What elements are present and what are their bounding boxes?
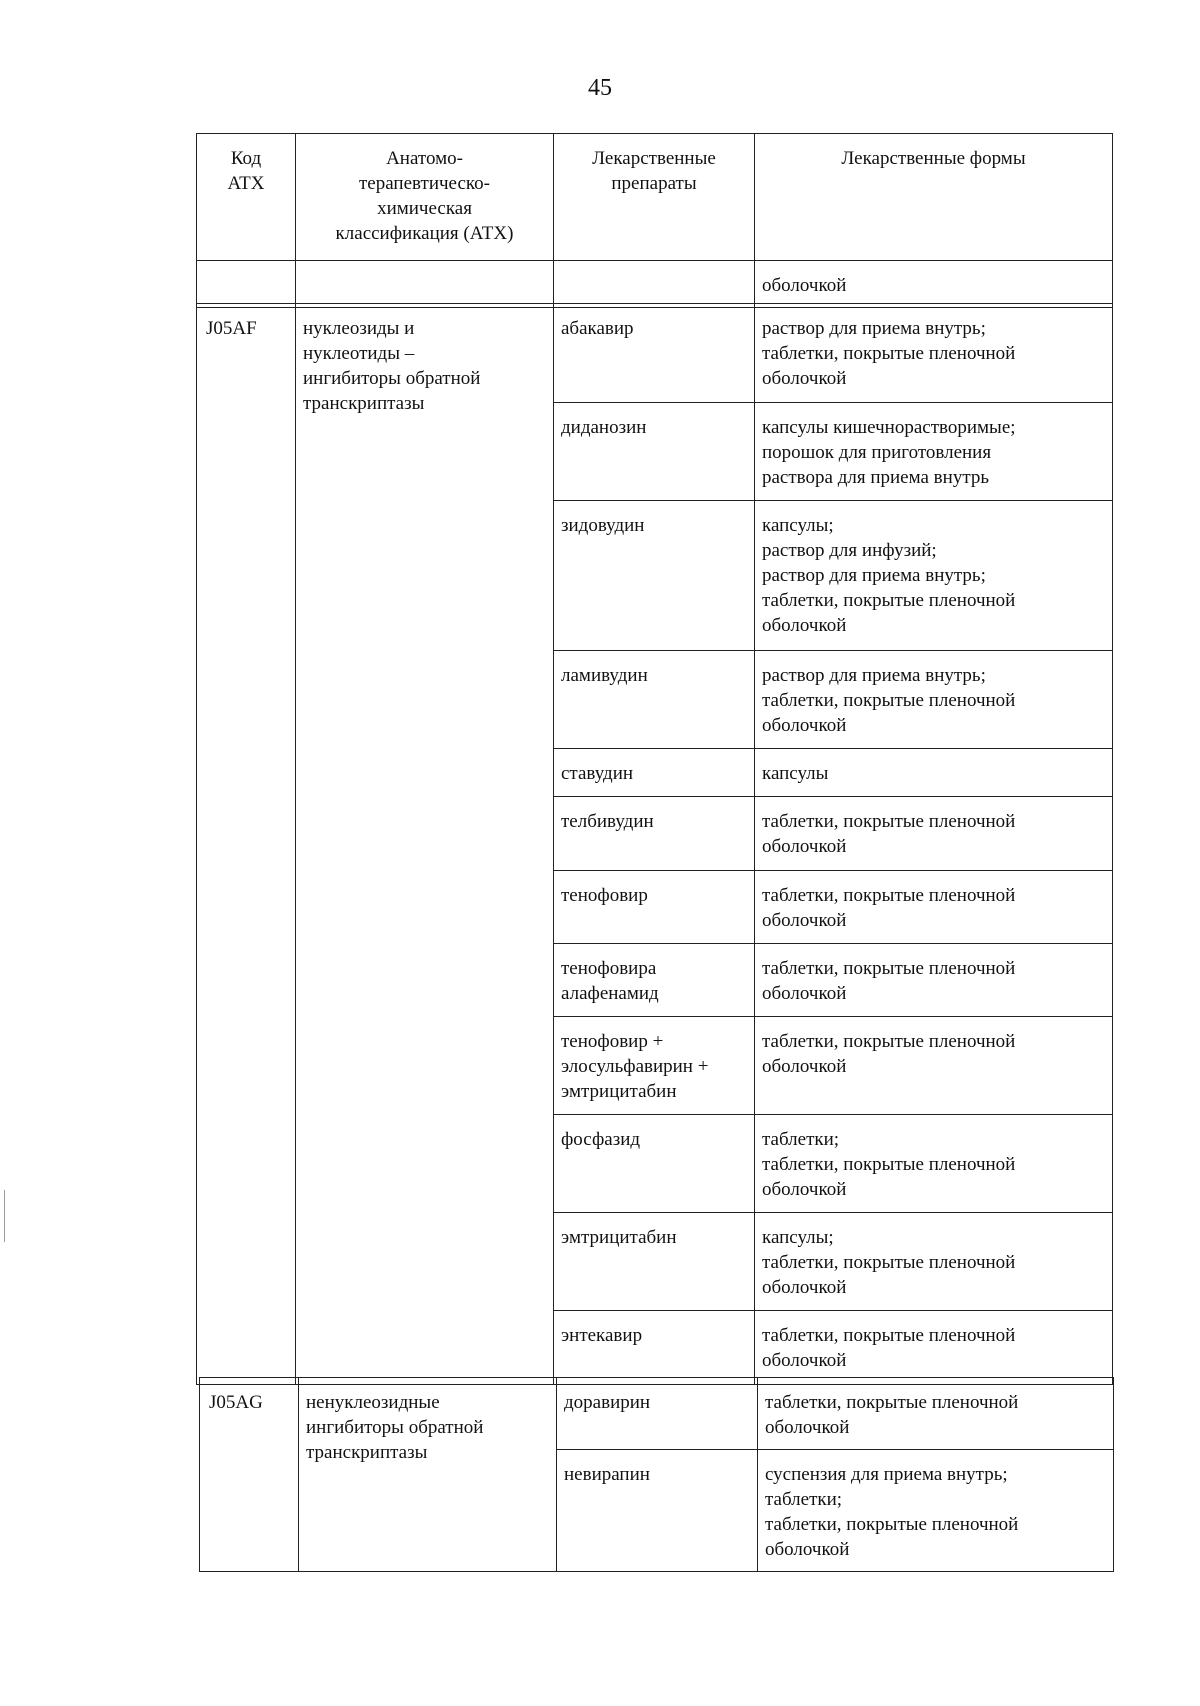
drug-form: таблетки; таблетки, покрытые пленочной оболочкой bbox=[755, 1115, 1113, 1213]
group-j05af-table bbox=[196, 303, 1113, 1385]
drug-form: раствор для приема внутрь; таблетки, покрытые пленочной оболочкой bbox=[755, 651, 1113, 749]
continuation-drug bbox=[554, 261, 755, 308]
drug-form: таблетки, покрытые пленочной оболочкой bbox=[755, 1017, 1113, 1115]
group-code: J05AG bbox=[200, 1378, 299, 1572]
header-drugs: Лекарственные препараты bbox=[554, 134, 755, 261]
drug-name: доравирин bbox=[557, 1378, 758, 1450]
drug-form: раствор для приема внутрь; таблетки, покрытые пленочной оболочкой bbox=[755, 304, 1113, 403]
group-classification: нуклеозиды и нуклеотиды – ингибиторы обратной транскриптазы bbox=[296, 304, 554, 1385]
drug-name: фосфазид bbox=[554, 1115, 755, 1213]
table-row bbox=[200, 1378, 1114, 1450]
drug-name: ставудин bbox=[554, 749, 755, 797]
header-row bbox=[197, 134, 1113, 261]
drug-name: зидовудин bbox=[554, 501, 755, 651]
header-classification: Анатомо- терапевтическо- химическая классификация (АТХ) bbox=[296, 134, 554, 261]
margin-scan-mark bbox=[4, 1190, 5, 1242]
page-number: 45 bbox=[588, 75, 612, 101]
drug-name: ламивудин bbox=[554, 651, 755, 749]
drug-form: капсулы bbox=[755, 749, 1113, 797]
drug-form: капсулы; таблетки, покрытые пленочной оболочкой bbox=[755, 1213, 1113, 1311]
group-classification: ненуклеозидные ингибиторы обратной транскриптазы bbox=[299, 1378, 557, 1572]
header-table bbox=[196, 133, 1113, 308]
drug-name: тенофовир + элосульфавирин + эмтрицитабин bbox=[554, 1017, 755, 1115]
group-code: J05AF bbox=[197, 304, 296, 1385]
drug-form: суспензия для приема внутрь; таблетки; таблетки, покрытые пленочной оболочкой bbox=[758, 1450, 1114, 1572]
continuation-row bbox=[197, 261, 1113, 308]
continuation-classification bbox=[296, 261, 554, 308]
drug-name: телбивудин bbox=[554, 797, 755, 871]
drug-form: таблетки, покрытые пленочной оболочкой bbox=[755, 797, 1113, 871]
drug-name: энтекавир bbox=[554, 1311, 755, 1385]
header-forms: Лекарственные формы bbox=[755, 134, 1113, 261]
drug-name: тенофовир bbox=[554, 871, 755, 944]
drug-name: эмтрицитабин bbox=[554, 1213, 755, 1311]
group-j05ag-table bbox=[199, 1377, 1114, 1572]
drug-form: таблетки, покрытые пленочной оболочкой bbox=[758, 1378, 1114, 1450]
continuation-form: оболочкой bbox=[755, 261, 1113, 308]
table-row bbox=[197, 304, 1113, 403]
drug-name: диданозин bbox=[554, 403, 755, 501]
drug-name: тенофовира алафенамид bbox=[554, 944, 755, 1017]
header-code: Код ATX bbox=[197, 134, 296, 261]
drug-name: абакавир bbox=[554, 304, 755, 403]
drug-form: капсулы кишечнорастворимые; порошок для приготовления раствора для приема внутрь bbox=[755, 403, 1113, 501]
drug-form: таблетки, покрытые пленочной оболочкой bbox=[755, 871, 1113, 944]
drug-form: таблетки, покрытые пленочной оболочкой bbox=[755, 944, 1113, 1017]
drug-name: невирапин bbox=[557, 1450, 758, 1572]
drug-form: капсулы; раствор для инфузий; раствор для приема внутрь; таблетки, покрытые пленочной оболочкой bbox=[755, 501, 1113, 651]
continuation-code bbox=[197, 261, 296, 308]
drug-form: таблетки, покрытые пленочной оболочкой bbox=[755, 1311, 1113, 1385]
